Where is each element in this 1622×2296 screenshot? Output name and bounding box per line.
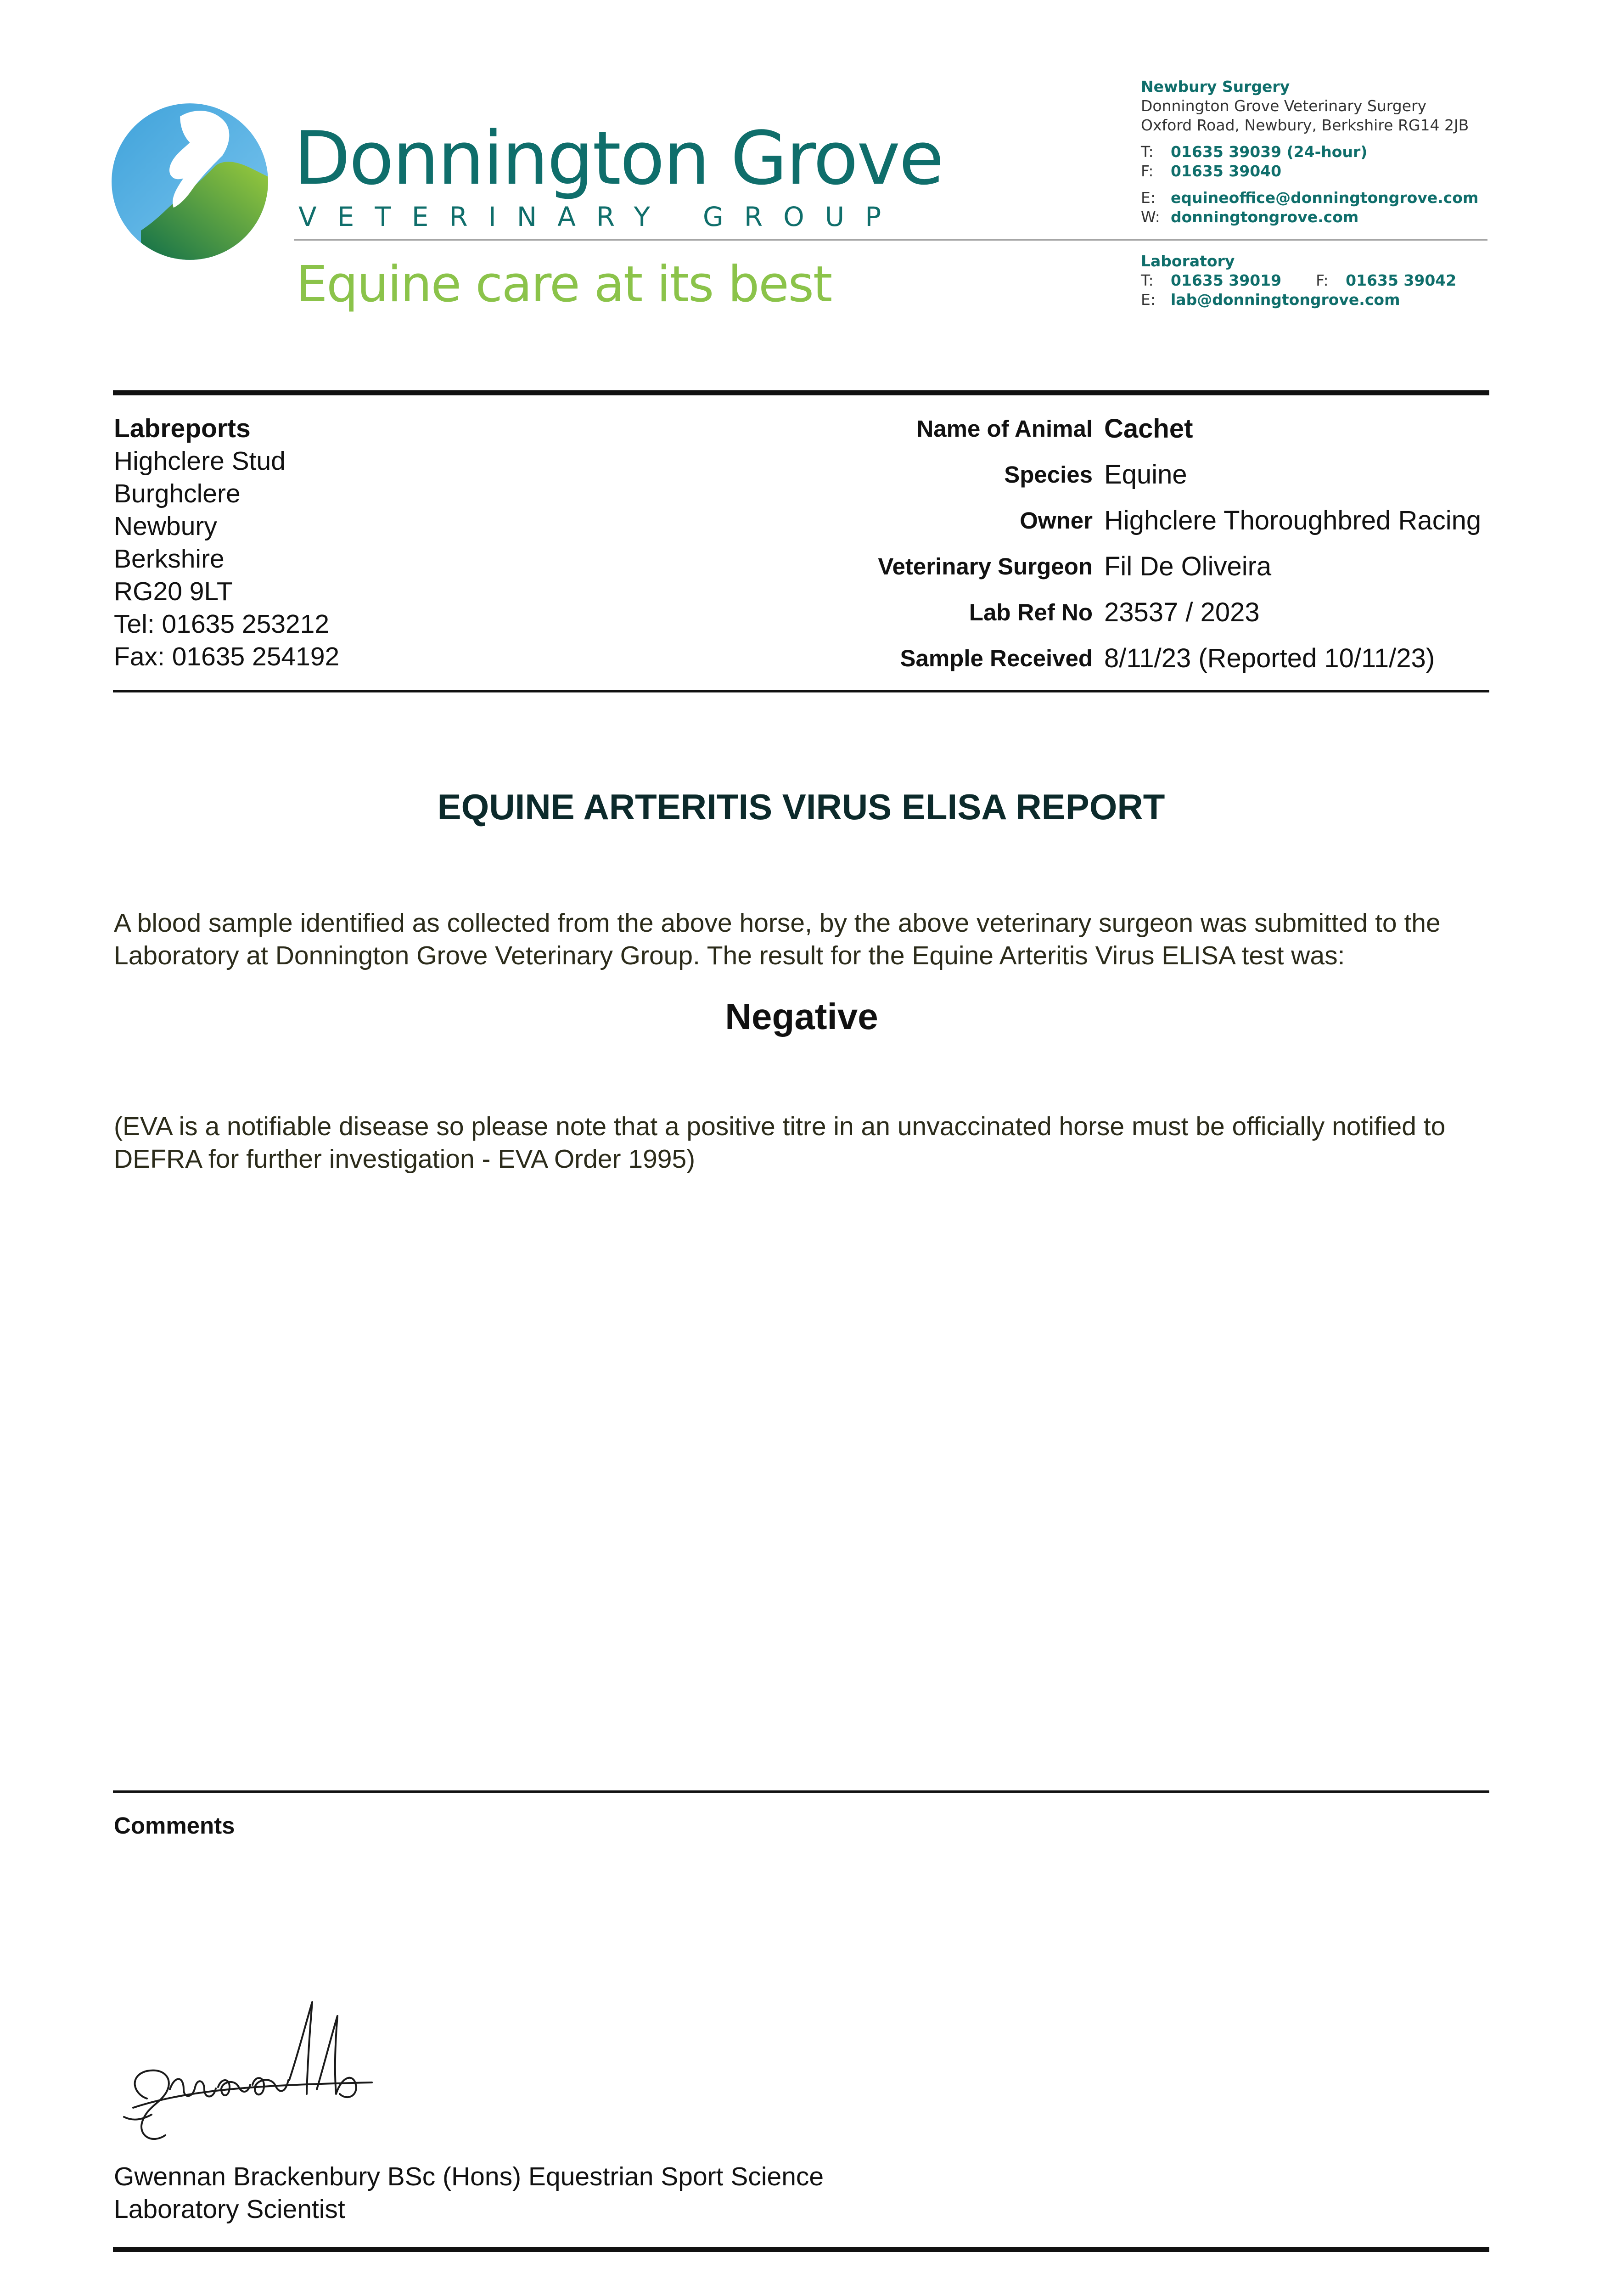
laboratory-email-link[interactable]: lab@donningtongrove.com	[1171, 291, 1400, 309]
newbury-tel: 01635 39039 (24-hour)	[1171, 143, 1368, 161]
address-fax: Fax: 01635 254192	[114, 642, 340, 671]
address-line: Highclere Stud	[114, 446, 286, 476]
signature-image	[115, 1984, 399, 2163]
detail-value: Equine	[1104, 460, 1187, 490]
brand-name: Donnington Grove	[294, 115, 943, 201]
detail-row-lab-ref	[689, 597, 1497, 638]
test-result: Negative	[725, 996, 878, 1037]
detail-label: Species	[1004, 461, 1093, 488]
horse-logo-icon	[108, 100, 271, 263]
detail-value: 8/11/23 (Reported 10/11/23)	[1104, 643, 1435, 673]
detail-row-owner	[689, 505, 1497, 546]
fax-key: F:	[1316, 271, 1329, 289]
brand-subtitle-part-2: GROUP	[702, 201, 902, 232]
address-line: Newbury	[114, 512, 217, 541]
report-paragraph: A blood sample identified as collected from the above horse, by the above veterinary surgeon was submitted to the Laboratory at Donnington Grove Veterinary Group. The result for the Equine Arteritis Virus ELISA test was:	[114, 908, 1441, 970]
newbury-fax-row	[1141, 162, 1478, 181]
detail-label: Lab Ref No	[969, 599, 1093, 625]
address-tel: Tel: 01635 253212	[114, 609, 330, 639]
detail-value: 23537 / 2023	[1104, 597, 1260, 627]
newbury-web-link[interactable]: donningtongrove.com	[1171, 208, 1359, 226]
bottom-divider	[113, 2247, 1489, 2252]
tagline: Equine care at its best	[296, 256, 832, 313]
newbury-email-link[interactable]: equineoffice@donningtongrove.com	[1171, 189, 1479, 207]
notifiable-disease-note: (EVA is a notifiable disease so please note that a positive titre in an unvaccinated horse must be officially notified to DEFRA for further investigation - EVA Order 1995)	[114, 1112, 1446, 1174]
detail-value: Cachet	[1104, 414, 1193, 444]
address-line: Berkshire	[114, 544, 224, 574]
detail-label: Name of Animal	[916, 416, 1093, 442]
fax-key: F:	[1141, 162, 1154, 180]
detail-row-species	[689, 459, 1497, 501]
details-divider	[113, 690, 1489, 692]
address-postcode: RG20 9LT	[114, 577, 233, 606]
detail-row-sample-received	[689, 643, 1497, 684]
brand-subtitle	[298, 202, 902, 231]
detail-label: Veterinary Surgeon	[878, 553, 1093, 580]
email-key: E:	[1141, 291, 1156, 309]
signatory-name: Gwennan Brackenbury BSc (Hons) Equestrian Sport Science	[114, 2162, 824, 2191]
brand-subtitle-part-1: VETERINARY	[298, 201, 671, 232]
laboratory-title: Laboratory	[1141, 252, 1235, 270]
newbury-title: Newbury Surgery	[1141, 78, 1290, 96]
web-key: W:	[1141, 208, 1160, 226]
laboratory-tel: 01635 39019	[1171, 271, 1282, 289]
recipient-address	[114, 412, 339, 673]
signatory-role: Laboratory Scientist	[114, 2195, 345, 2224]
tel-key: T:	[1141, 271, 1154, 289]
newbury-address-line2: Oxford Road, Newbury, Berkshire RG14 2JB	[1141, 116, 1469, 134]
detail-label: Sample Received	[900, 645, 1093, 671]
laboratory-contact	[1141, 252, 1456, 310]
top-divider	[113, 390, 1489, 395]
detail-row-animal-name	[689, 413, 1497, 455]
comments-label: Comments	[114, 1812, 235, 1839]
detail-value: Fil De Oliveira	[1104, 551, 1272, 581]
laboratory-fax: 01635 39042	[1346, 271, 1457, 289]
newbury-address-line1: Donnington Grove Veterinary Surgery	[1141, 97, 1427, 115]
email-key: E:	[1141, 189, 1156, 207]
header-divider	[294, 239, 1487, 241]
detail-row-veterinary-surgeon	[689, 551, 1497, 592]
address-line: Burghclere	[114, 479, 241, 508]
newbury-surgery-contact	[1141, 77, 1478, 227]
report-title: EQUINE ARTERITIS VIRUS ELISA REPORT	[437, 787, 1165, 827]
recipient-name: Labreports	[114, 414, 251, 443]
newbury-fax: 01635 39040	[1171, 162, 1282, 180]
detail-value: Highclere Thoroughbred Racing	[1104, 506, 1482, 535]
newbury-tel-row	[1141, 142, 1478, 162]
detail-label: Owner	[1020, 507, 1093, 534]
newbury-email-row	[1141, 188, 1478, 208]
laboratory-tel-fax-row	[1141, 271, 1456, 290]
newbury-web-row	[1141, 208, 1478, 227]
tel-key: T:	[1141, 143, 1154, 161]
comments-divider	[113, 1790, 1489, 1793]
laboratory-email-row	[1141, 290, 1456, 310]
